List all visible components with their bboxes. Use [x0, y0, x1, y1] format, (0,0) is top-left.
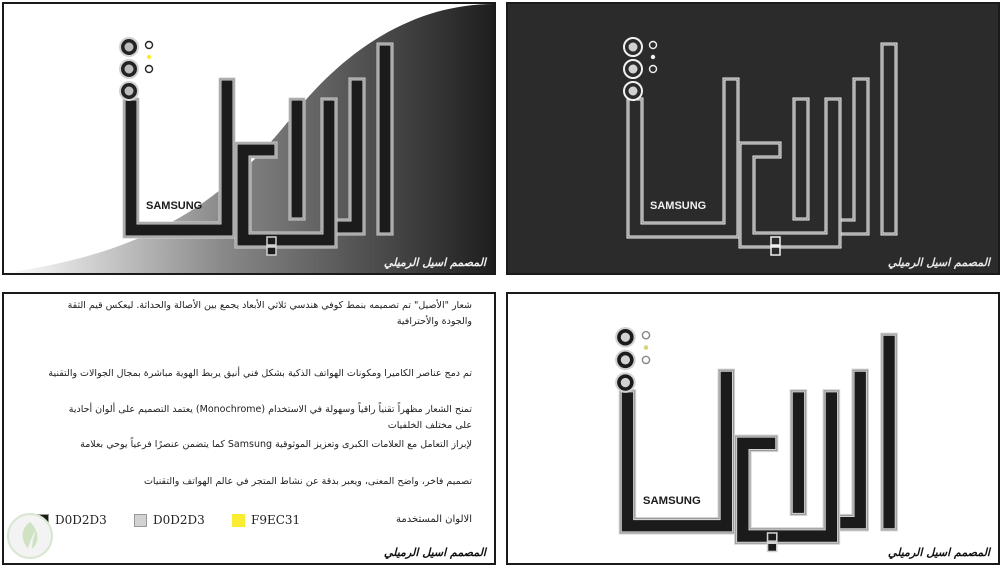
logo-panel-gradient — [2, 2, 496, 275]
designer-signature: المصمم اسيل الرميلي — [383, 546, 486, 559]
sensor-dot-icon — [644, 345, 649, 350]
logo-stroke-2 — [736, 391, 839, 543]
designer-signature: المصمم اسيل الرميلي — [887, 546, 990, 559]
camera-lens-center — [629, 65, 638, 74]
designer-signature: المصمم اسيل الرميلي — [383, 256, 486, 269]
logo-stroke-2 — [740, 99, 840, 247]
designer-signature: المصمم اسيل الرميلي — [887, 256, 990, 269]
logo-inner-4 — [620, 370, 733, 533]
asil-logo — [508, 4, 998, 273]
logo-stroke-4 — [628, 79, 738, 237]
camera-lens-center — [125, 65, 134, 74]
description-line: لإبراز التعامل مع العلامات الكبرى وتعزيز الموثوقية Samsung كما يتضمن عنصرًا فرعياً يوحي بعلامة — [80, 439, 472, 450]
camera-lens-center — [621, 333, 630, 342]
camera-lens-center — [125, 43, 134, 52]
swatch-box — [134, 514, 147, 527]
logo-dot-square — [771, 237, 780, 245]
logo-stroke-3 — [794, 99, 808, 219]
swatch-label: F9EC31 — [251, 513, 301, 527]
asil-logo — [4, 4, 494, 273]
logo-group — [624, 38, 896, 255]
swatch-box — [232, 514, 245, 527]
logo-group — [616, 328, 896, 552]
logo-stroke-0 — [378, 44, 392, 234]
colors-used-label: الالوان المستخدمة — [396, 514, 472, 525]
logo-dot-square — [267, 247, 276, 255]
flash-ring-icon — [642, 356, 649, 363]
camera-lens-center — [621, 378, 630, 387]
asil-logo — [508, 294, 998, 563]
camera-lens-center — [629, 87, 638, 96]
description-line: شعار "الأصيل" تم تصميمه بنمط كوفي هندسي ثلاثي الأبعاد يجمع بين الأصالة والحداثة. ليعكس قيم الثقة — [67, 300, 472, 311]
flash-ring-icon — [146, 42, 153, 49]
description-line: والجودة والأحترافية — [396, 316, 472, 327]
flash-ring-icon — [650, 66, 657, 73]
camera-lens-center — [125, 87, 134, 96]
flash-ring-icon — [642, 332, 649, 339]
logo-dot-square — [768, 533, 777, 541]
description-line: تمنح الشعار مظهراً تقنياً راقياً وسهولة في الاستخدام (Monochrome) يعتمد التصميم على ألوان أحادية — [68, 404, 472, 415]
sensor-dot-icon — [147, 55, 151, 59]
logo-stroke-3 — [791, 391, 805, 515]
description-line: على مختلف الخلفيات — [387, 420, 472, 431]
camera-lens-center — [621, 355, 630, 364]
logo-dot-square — [771, 247, 780, 255]
logo-inner-4 — [124, 79, 234, 237]
samsung-wordmark: SAMSUNG — [650, 200, 707, 212]
sensor-dot-icon — [651, 55, 655, 59]
logo-dot-square — [768, 543, 777, 551]
logo-inner-4 — [628, 79, 738, 237]
watermark-logo-icon — [6, 512, 54, 560]
samsung-wordmark: SAMSUNG — [146, 200, 203, 212]
color-swatch-yellow — [232, 510, 300, 530]
logo-stroke-0 — [882, 44, 896, 234]
camera-lens-center — [629, 43, 638, 52]
logo-stroke-3 — [290, 99, 304, 219]
logo-panel-dark — [506, 2, 1000, 275]
swatch-label: D0D2D3 — [153, 513, 205, 527]
logo-stroke-2 — [236, 99, 336, 247]
description-line: تم دمج عناصر الكاميرا ومكونات الهواتف الذكية بشكل فني أنيق يربط الهوية مباشرة بمجال الجوالات والتقنية — [48, 368, 472, 379]
flash-ring-icon — [146, 66, 153, 73]
samsung-wordmark: SAMSUNG — [642, 495, 701, 508]
logo-group — [120, 38, 392, 255]
color-swatch-gray — [134, 510, 205, 530]
description-panel — [2, 292, 496, 565]
description-line: تصميم فاخر، واضح المعنى، ويعبر بدقة عن نشاط المتجر في عالم الهواتف والتقنيات — [143, 476, 472, 487]
logo-panel-white — [506, 292, 1000, 565]
flash-ring-icon — [650, 42, 657, 49]
logo-stroke-4 — [620, 370, 733, 533]
logo-dot-square — [267, 237, 276, 245]
swatch-label: D0D2D3 — [55, 513, 107, 527]
logo-stroke-0 — [882, 334, 896, 530]
logo-stroke-4 — [124, 79, 234, 237]
